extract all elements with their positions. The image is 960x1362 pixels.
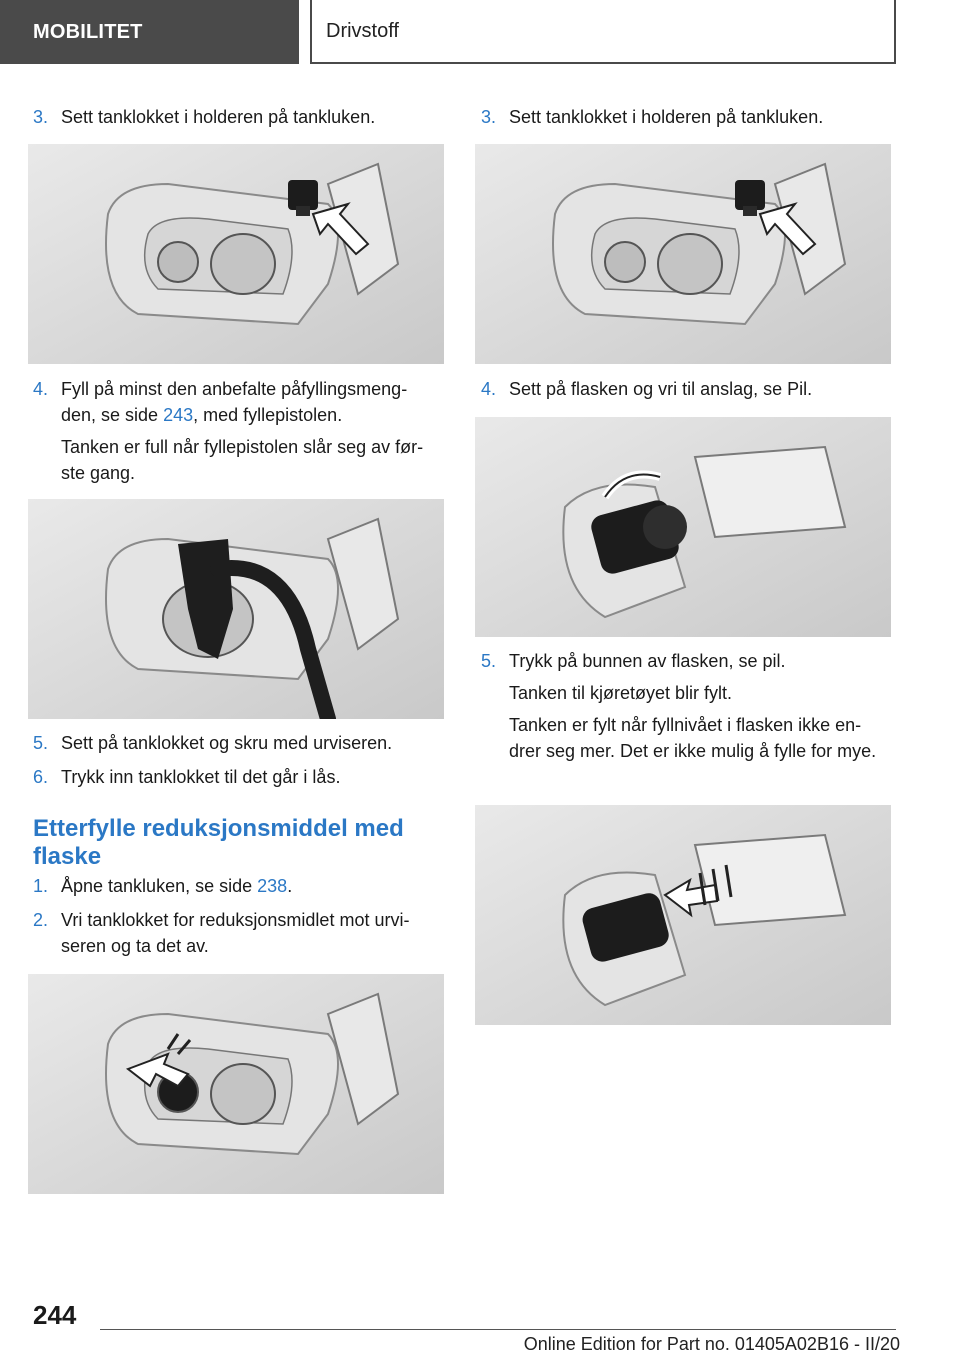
left-steps-4 <box>27 376 443 486</box>
figure-remove-cap <box>28 974 444 1194</box>
right-column <box>475 104 891 130</box>
edition-info: Online Edition for Part no. 01405A02B16 - II/20 <box>523 1334 900 1354</box>
left-column <box>27 104 443 130</box>
step-3-right: 3. Sett tanklokket i holderen på tankluken. <box>481 107 824 127</box>
figure-cap-in-holder-right <box>475 144 891 364</box>
step-5-left: 5. Sett på tanklokket og skru med urviseren. <box>33 733 393 753</box>
section-heading: Etterfylle reduksjonsmiddel med flaske <box>33 815 404 870</box>
step-1-bottle: 1. Åpne tankluken, se side 238. <box>33 876 293 896</box>
right-steps-5 <box>475 648 891 764</box>
figure-attach-bottle <box>475 417 891 637</box>
step-5-right: 5. Trykk på bunnen av flasken, se pil. <box>481 651 786 671</box>
step-4-note: Tanken er full når fyllepistolen slår seg av før- ste gang. <box>61 437 424 483</box>
section-heading-block <box>33 815 413 871</box>
step-5-note-1: Tanken til kjøretøyet blir fylt. <box>509 683 733 703</box>
section-tab: MOBILITET <box>0 0 299 64</box>
right-steps-4 <box>475 376 891 402</box>
figure-cap-in-holder-left <box>28 144 444 364</box>
step-4-left: 4. Fyll på minst den anbefalte påfyllingsmeng- den, se side 243, med fyllepistolen. <box>33 379 408 425</box>
step-5-note-2: Tanken er fylt når fyllnivået i flasken ikke en- drer seg mer. Det er ikke mulig å fylle for mye. <box>509 715 877 761</box>
figure-press-bottle <box>475 805 891 1025</box>
step-2-bottle: 2. Vri tanklokket for reduksjonsmidlet mot urvi- seren og ta det av. <box>33 910 410 956</box>
step-6-left: 6. Trykk inn tanklokket til det går i lås. <box>33 767 341 787</box>
left-steps-t <box>27 873 443 959</box>
step-4-right: 4. Sett på flasken og vri til anslag, se Pil. <box>481 379 813 399</box>
page-link-243[interactable]: 243 <box>163 405 194 425</box>
page-number: 244 <box>33 1300 77 1330</box>
page-link-238[interactable]: 238 <box>257 876 288 896</box>
footer-divider <box>100 1329 896 1330</box>
step-3-left: 3. Sett tanklokket i holderen på tankluken. <box>33 107 376 127</box>
chapter-title: Drivstoff <box>310 0 896 64</box>
figure-fill-nozzle <box>28 499 444 719</box>
left-steps-5-6 <box>27 730 443 790</box>
